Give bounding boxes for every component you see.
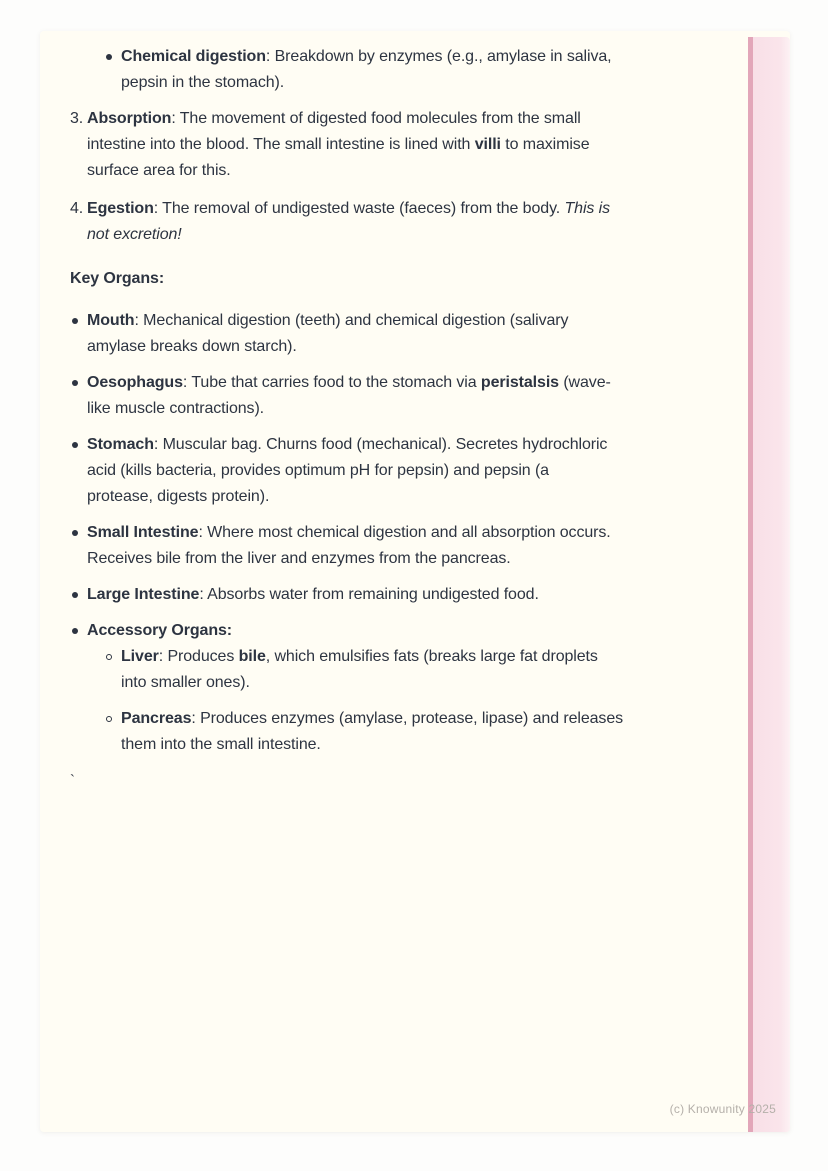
number-marker — [70, 106, 87, 184]
text-line — [87, 132, 710, 158]
text-run: amylase breaks down starch). — [87, 338, 297, 355]
text-run: , which emulsifies fats (breaks large fat droplets — [265, 648, 598, 665]
bullet-dot-icon — [70, 618, 87, 644]
text-line — [87, 484, 710, 510]
text-line — [121, 44, 710, 70]
text-run: : The movement of digested food molecules from the small — [171, 110, 581, 127]
text-run: Receives bile from the liver and enzymes from the pancreas. — [87, 550, 511, 567]
list-item-chemical-digestion — [104, 44, 710, 96]
text-line — [121, 670, 710, 696]
text-line — [121, 70, 710, 96]
hollow-circle-bullet-icon — [104, 706, 121, 758]
text-line — [87, 370, 710, 396]
text-line — [87, 546, 710, 572]
list-item-absorption — [70, 106, 710, 184]
list-item-text — [87, 196, 710, 248]
list-item-large-intestine — [70, 582, 710, 608]
text-run: : Mechanical digestion (teeth) and chemical digestion (salivary — [134, 312, 569, 329]
list-item-text — [121, 706, 710, 758]
text-line — [87, 396, 710, 422]
list-item-text — [121, 44, 710, 96]
list-item-text — [87, 308, 710, 360]
text-run: Oesophagus — [87, 374, 183, 391]
bullet-dot-icon — [70, 370, 87, 422]
number-marker — [70, 196, 87, 248]
number-marker-text: 4. — [70, 200, 84, 217]
text-run: Small Intestine — [87, 524, 199, 541]
text-line — [87, 432, 710, 458]
list-item-text — [87, 432, 710, 510]
text-run: Large Intestine — [87, 586, 200, 603]
text-run: surface area for this. — [87, 162, 231, 179]
text-line — [121, 644, 710, 670]
bullet-dot-icon — [70, 308, 87, 360]
hollow-circle-bullet-icon — [106, 654, 112, 660]
hollow-circle-bullet-icon — [104, 644, 121, 696]
text-line — [121, 706, 710, 732]
text-run: : Where most chemical digestion and all absorption occurs. — [198, 524, 611, 541]
bullet-dot-icon — [72, 318, 78, 324]
list-item-mouth — [70, 308, 710, 360]
text-run: : The removal of undigested waste (faeces) from the body. — [153, 200, 565, 217]
list-item-stomach — [70, 432, 710, 510]
list-item-text — [87, 582, 710, 608]
bullet-dot-icon — [72, 380, 78, 386]
bullet-dot-icon — [70, 582, 87, 608]
bullet-dot-icon — [72, 628, 78, 634]
list-item-text — [121, 644, 710, 696]
list-item-egestion — [70, 196, 710, 248]
text-run: intestine into the blood. The small intestine is lined with — [87, 136, 475, 153]
notes-content — [40, 31, 790, 794]
text-line — [87, 618, 710, 644]
text-line — [87, 106, 710, 132]
list-item-accessory-organs — [70, 618, 710, 644]
text-run: (wave- — [558, 374, 611, 391]
bullet-dot-icon — [70, 520, 87, 572]
text-run: like muscle contractions). — [87, 400, 265, 417]
text-run: Accessory Organs: — [87, 622, 233, 639]
text-run: pepsin in the stomach). — [121, 74, 285, 91]
text-line — [87, 582, 710, 608]
text-line — [121, 732, 710, 758]
stray-backtick-character: ` — [70, 772, 75, 789]
text-line — [87, 158, 710, 184]
text-run: Mouth — [87, 312, 135, 329]
list-item-text — [87, 370, 710, 422]
list-item-text — [87, 106, 710, 184]
text-run: Stomach — [87, 436, 154, 453]
text-run: Absorption — [87, 110, 172, 127]
text-run: them into the small intestine. — [121, 736, 321, 753]
bullet-dot-icon — [104, 44, 121, 96]
list-item-pancreas — [104, 706, 710, 758]
text-run: This is — [564, 200, 611, 217]
bullet-dot-icon — [70, 432, 87, 510]
text-line — [87, 196, 710, 222]
text-run: bile — [238, 648, 266, 665]
text-run: : Tube that carries food to the stomach via — [182, 374, 481, 391]
text-line — [87, 458, 710, 484]
list-item-liver — [104, 644, 710, 696]
text-run: Chemical digestion — [121, 48, 266, 65]
text-run: into smaller ones). — [121, 674, 250, 691]
list-item-oesophagus — [70, 370, 710, 422]
bullet-dot-icon — [106, 54, 112, 60]
text-run: peristalsis — [480, 374, 559, 391]
text-run: not excretion! — [87, 226, 182, 243]
text-run: Egestion — [87, 200, 154, 217]
text-run: acid (kills bacteria, provides optimum pH for pepsin) and pepsin (a — [87, 462, 549, 479]
text-line — [87, 308, 710, 334]
text-run: : Produces — [158, 648, 239, 665]
text-run: : Produces enzymes (amylase, protease, lipase) and releases — [191, 710, 624, 727]
text-run: : Absorbs water from remaining undigested food. — [199, 586, 539, 603]
watermark: (c) Knowunity 2025 — [669, 1102, 776, 1116]
text-run: to maximise — [500, 136, 590, 153]
text-run: Liver — [121, 648, 159, 665]
hollow-circle-bullet-icon — [106, 716, 112, 722]
bullet-dot-icon — [72, 592, 78, 598]
text-line — [87, 520, 710, 546]
document-page — [40, 31, 790, 1132]
text-run: protease, digests protein). — [87, 488, 270, 505]
bullet-dot-icon — [72, 442, 78, 448]
list-item-small-intestine — [70, 520, 710, 572]
number-marker-text: 3. — [70, 110, 84, 127]
section-heading-key-organs: Key Organs: — [70, 270, 165, 287]
text-run: Pancreas — [121, 710, 192, 727]
text-run: : Muscular bag. Churns food (mechanical). Secretes hydrochloric — [153, 436, 608, 453]
list-item-text — [87, 520, 710, 572]
bullet-dot-icon — [72, 530, 78, 536]
text-run: : Breakdown by enzymes (e.g., amylase in saliva, — [265, 48, 612, 65]
text-line — [87, 222, 710, 248]
text-run: villi — [474, 136, 501, 153]
list-item-text — [87, 618, 710, 644]
text-line — [87, 334, 710, 360]
